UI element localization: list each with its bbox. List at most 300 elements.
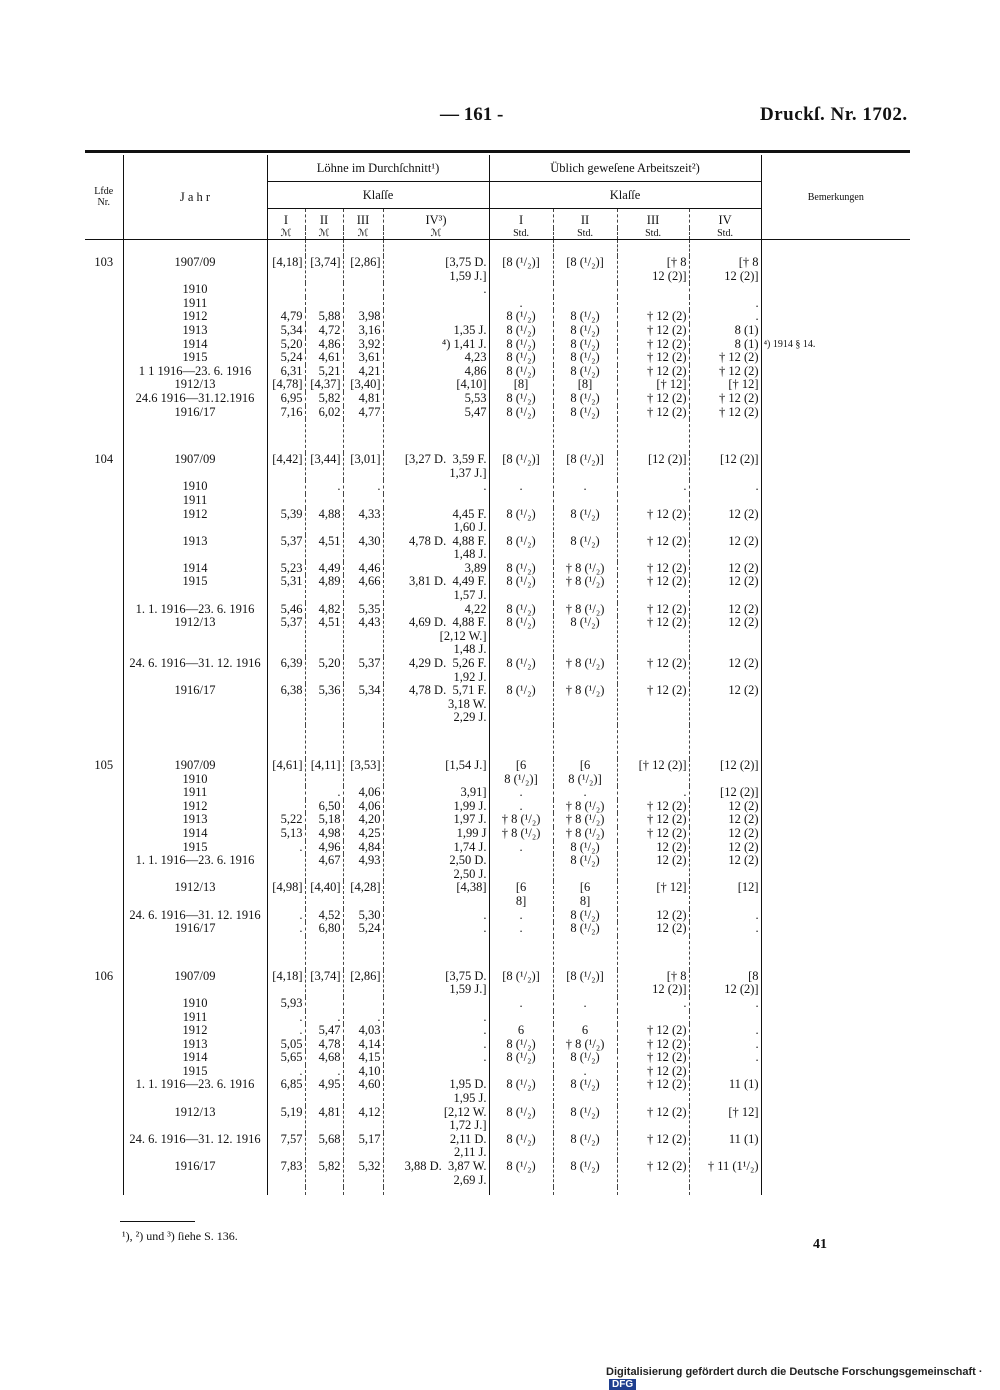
row-bemerkung bbox=[761, 1011, 910, 1025]
loehne-i-cell: [4,98] bbox=[267, 881, 305, 908]
arbeit-ii-cell: . bbox=[553, 1065, 617, 1079]
arbeit-ii-cell: [6 8 (¹/₂)] bbox=[553, 759, 617, 786]
row-nr bbox=[85, 378, 123, 392]
loehne-iv-cell: 5,53 bbox=[383, 392, 489, 406]
loehne-iv-cell bbox=[383, 997, 489, 1011]
table-row bbox=[85, 1011, 910, 1025]
table-row bbox=[85, 453, 910, 480]
arbeit-iv-cell: . bbox=[689, 1038, 761, 1052]
loehne-i-cell: 5,22 bbox=[267, 813, 305, 827]
table-row bbox=[85, 324, 910, 338]
arbeit-iii-cell: † 12 (2) bbox=[617, 1106, 689, 1133]
arbeit-i-cell: 8 (¹/₂) bbox=[489, 684, 553, 725]
arbeit-iv-cell bbox=[689, 283, 761, 297]
loehne-i-cell: 5,65 bbox=[267, 1051, 305, 1065]
row-jahr: 1912/13 bbox=[123, 881, 267, 908]
row-bemerkung bbox=[761, 854, 910, 881]
arbeit-iv-cell: [12 (2)] bbox=[689, 759, 761, 786]
loehne-iv-cell: . bbox=[383, 1024, 489, 1038]
loehne-iii-cell: [2,86] bbox=[343, 256, 383, 283]
arbeit-iii-cell: † 12 (2) bbox=[617, 603, 689, 617]
arbeit-iv-cell: . bbox=[689, 909, 761, 923]
loehne-iii-cell: 4,20 bbox=[343, 813, 383, 827]
arbeit-iv-cell: [12 (2)] bbox=[689, 786, 761, 800]
loehne-i-cell: [4,18] bbox=[267, 256, 305, 283]
loehne-iii-cell: 4,14 bbox=[343, 1038, 383, 1052]
arbeit-iv-cell: 12 (2) bbox=[689, 508, 761, 535]
footnote: ¹), ²) und ³) ſiehe S. 136. bbox=[122, 1229, 238, 1243]
arbeit-iv-cell: [† 12] bbox=[689, 378, 761, 392]
row-bemerkung bbox=[761, 800, 910, 814]
row-nr bbox=[85, 909, 123, 923]
digitization-note bbox=[606, 1366, 1000, 1390]
table-row bbox=[85, 997, 910, 1011]
arbeit-ii-cell: 8 (¹/₂) bbox=[553, 1160, 617, 1187]
arbeit-iv-cell: . bbox=[689, 310, 761, 324]
arbeit-i-cell: [8] bbox=[489, 378, 553, 392]
loehne-iii-cell: 5,17 bbox=[343, 1133, 383, 1160]
loehne-iv-cell: 1,99 J bbox=[383, 827, 489, 841]
row-bemerkung bbox=[761, 310, 910, 324]
arbeit-iii-cell: † 12 (2) bbox=[617, 338, 689, 352]
arbeit-ii-cell: 8 (¹/₂) bbox=[553, 841, 617, 855]
loehne-iii-cell: 5,37 bbox=[343, 657, 383, 684]
loehne-i-cell bbox=[267, 297, 305, 311]
arbeit-iii-cell: † 12 (2) bbox=[617, 310, 689, 324]
loehne-ii-cell: . bbox=[305, 1065, 343, 1079]
loehne-iv-cell: 1,97 J. bbox=[383, 813, 489, 827]
arbeit-iv-cell: 12 (2) bbox=[689, 841, 761, 855]
loehne-iii-cell: 4,43 bbox=[343, 616, 383, 657]
loehne-i-cell bbox=[267, 854, 305, 881]
arbeit-ii-cell: 8 (¹/₂) bbox=[553, 406, 617, 420]
row-bemerkung bbox=[761, 759, 910, 786]
arbeit-iii-cell: † 12 (2) bbox=[617, 324, 689, 338]
arbeit-i-cell: 8 (¹/₂) bbox=[489, 1051, 553, 1065]
loehne-i-cell: 6,31 bbox=[267, 365, 305, 379]
loehne-iv-cell: . bbox=[383, 1051, 489, 1065]
row-nr bbox=[85, 338, 123, 352]
loehne-iv-cell: 4,22 bbox=[383, 603, 489, 617]
arbeit-i-cell: . bbox=[489, 786, 553, 800]
arbeit-i-cell: [6 8] bbox=[489, 881, 553, 908]
table-row bbox=[85, 800, 910, 814]
arbeit-i-cell: . bbox=[489, 997, 553, 1011]
row-jahr: 1914 bbox=[123, 827, 267, 841]
row-jahr: 1. 1. 1916—23. 6. 1916 bbox=[123, 1078, 267, 1105]
loehne-i-cell: 5,24 bbox=[267, 351, 305, 365]
row-jahr: 1914 bbox=[123, 562, 267, 576]
row-bemerkung bbox=[761, 881, 910, 908]
arbeit-ii-cell: . bbox=[553, 997, 617, 1011]
loehne-iii-cell: 4,66 bbox=[343, 575, 383, 602]
table-row bbox=[85, 616, 910, 657]
row-bemerkung bbox=[761, 841, 910, 855]
arbeit-ii-cell bbox=[553, 283, 617, 297]
loehne-iii-cell: 4,15 bbox=[343, 1051, 383, 1065]
arbeit-iv-cell: 8 (1) bbox=[689, 338, 761, 352]
loehne-iii-cell bbox=[343, 997, 383, 1011]
row-bemerkung bbox=[761, 1133, 910, 1160]
arbeit-i-cell bbox=[489, 494, 553, 508]
row-jahr: 1912 bbox=[123, 310, 267, 324]
row-nr bbox=[85, 1065, 123, 1079]
loehne-iii-cell: 4,81 bbox=[343, 392, 383, 406]
arbeit-ii-cell: 8 (¹/₂) bbox=[553, 324, 617, 338]
arbeit-iii-cell: † 12 (2) bbox=[617, 1078, 689, 1105]
loehne-i-cell bbox=[267, 480, 305, 494]
loehne-iii-cell: 4,21 bbox=[343, 365, 383, 379]
arbeit-i-cell: 8 (¹/₂) bbox=[489, 562, 553, 576]
loehne-i-cell bbox=[267, 786, 305, 800]
arbeit-iii-cell: 12 (2) bbox=[617, 909, 689, 923]
arbeit-iv-cell: [12] bbox=[689, 881, 761, 908]
table-row bbox=[85, 378, 910, 392]
arbeit-iv-cell: 12 (2) bbox=[689, 827, 761, 841]
arbeit-iv-cell: 12 (2) bbox=[689, 575, 761, 602]
arbeit-iii-cell: † 12 (2) bbox=[617, 575, 689, 602]
arbeit-iv-cell: 12 (2) bbox=[689, 657, 761, 684]
arbeit-ii-cell: [8 (¹/₂)] bbox=[553, 256, 617, 283]
loehne-ii-cell bbox=[305, 997, 343, 1011]
loehne-ii-cell: 4,68 bbox=[305, 1051, 343, 1065]
loehne-iv-cell: . bbox=[383, 909, 489, 923]
loehne-ii-cell: [3,74] bbox=[305, 256, 343, 283]
arbeit-iii-cell: † 12 (2) bbox=[617, 616, 689, 657]
loehne-i-cell: . bbox=[267, 909, 305, 923]
arbeit-iii-cell: † 12 (2) bbox=[617, 1160, 689, 1187]
loehne-ii-cell: 4,81 bbox=[305, 1106, 343, 1133]
arbeit-iv-cell: . bbox=[689, 480, 761, 494]
arbeit-i-cell: 8 (¹/₂) bbox=[489, 406, 553, 420]
col-nr-header: Lfde Nr. bbox=[85, 155, 123, 240]
arbeit-i-cell: [6 8 (¹/₂)] bbox=[489, 759, 553, 786]
loehne-ii-cell: 6,50 bbox=[305, 800, 343, 814]
row-jahr: 1916/17 bbox=[123, 406, 267, 420]
loehne-iv-cell: . bbox=[383, 480, 489, 494]
arbeit-ii-cell: 8 (¹/₂) bbox=[553, 1051, 617, 1065]
loehne-iii-cell: 4,25 bbox=[343, 827, 383, 841]
arbeit-iii-cell: 12 (2) bbox=[617, 922, 689, 936]
arbeit-iii-cell: † 12 (2) bbox=[617, 351, 689, 365]
arbeit-iii-cell: † 12 (2) bbox=[617, 657, 689, 684]
table-row bbox=[85, 575, 910, 602]
row-nr bbox=[85, 351, 123, 365]
row-bemerkung bbox=[761, 453, 910, 480]
arbeit-class-iv: IV bbox=[689, 209, 761, 229]
loehne-iv-cell bbox=[383, 1065, 489, 1079]
arbeit-iv-cell: . bbox=[689, 997, 761, 1011]
loehne-ii-cell: [4,11] bbox=[305, 759, 343, 786]
row-jahr: 1914 bbox=[123, 1051, 267, 1065]
arbeit-i-cell: 8 (¹/₂) bbox=[489, 1106, 553, 1133]
loehne-class-ii: II bbox=[305, 209, 343, 229]
row-jahr: 1907/09 bbox=[123, 453, 267, 480]
loehne-ii-cell: 4,67 bbox=[305, 854, 343, 881]
loehne-iii-cell bbox=[343, 297, 383, 311]
row-bemerkung bbox=[761, 562, 910, 576]
loehne-i-cell: 5,37 bbox=[267, 535, 305, 562]
table-row bbox=[85, 759, 910, 786]
arbeit-iii-cell: † 12 (2) bbox=[617, 813, 689, 827]
loehne-klasse-header: Klaſſe bbox=[267, 182, 489, 209]
arbeit-ii-cell: . bbox=[553, 480, 617, 494]
loehne-i-cell: 7,83 bbox=[267, 1160, 305, 1187]
arbeit-ii-cell: 8 (¹/₂) bbox=[553, 508, 617, 535]
arbeit-iv-cell: 12 (2) bbox=[689, 562, 761, 576]
row-jahr: 1913 bbox=[123, 324, 267, 338]
loehne-i-cell: . bbox=[267, 1024, 305, 1038]
loehne-ii-cell: . bbox=[305, 786, 343, 800]
loehne-iv-cell: 3,88 D. 3,87 W. 2,69 J. bbox=[383, 1160, 489, 1187]
arbeit-iii-cell: † 12 (2) bbox=[617, 406, 689, 420]
loehne-iv-cell: . bbox=[383, 283, 489, 297]
row-jahr: 1913 bbox=[123, 535, 267, 562]
row-jahr: 1913 bbox=[123, 813, 267, 827]
table-header bbox=[85, 155, 910, 240]
loehne-i-cell: 4,79 bbox=[267, 310, 305, 324]
row-nr bbox=[85, 480, 123, 494]
arbeit-i-cell bbox=[489, 283, 553, 297]
loehne-class-iii: III bbox=[343, 209, 383, 229]
arbeit-i-cell: [8 (¹/₂)] bbox=[489, 256, 553, 283]
arbeit-iii-cell bbox=[617, 494, 689, 508]
row-nr bbox=[85, 1106, 123, 1133]
row-jahr: 1916/17 bbox=[123, 922, 267, 936]
loehne-unit-iii: ℳ bbox=[343, 228, 383, 240]
row-bemerkung bbox=[761, 406, 910, 420]
arbeit-ii-cell: † 8 (¹/₂) bbox=[553, 684, 617, 725]
arbeit-ii-cell: 8 (¹/₂) bbox=[553, 1106, 617, 1133]
loehne-class-iv: IV³) bbox=[383, 209, 489, 229]
table-row bbox=[85, 351, 910, 365]
loehne-iii-cell: 5,34 bbox=[343, 684, 383, 725]
loehne-iii-cell: 3,92 bbox=[343, 338, 383, 352]
digitization-text: Digitalisierung gefördert durch die Deutsche Forschungsgemeinschaft · bbox=[606, 1366, 983, 1378]
row-bemerkung bbox=[761, 283, 910, 297]
loehne-i-cell: [4,61] bbox=[267, 759, 305, 786]
arbeit-ii-cell bbox=[553, 494, 617, 508]
loehne-i-cell: 5,23 bbox=[267, 562, 305, 576]
loehne-iv-cell: 2,11 D. 2,11 J. bbox=[383, 1133, 489, 1160]
row-bemerkung bbox=[761, 1160, 910, 1187]
arbeit-iii-cell: . bbox=[617, 480, 689, 494]
loehne-i-cell: 6,95 bbox=[267, 392, 305, 406]
row-jahr: 24. 6. 1916—31. 12. 1916 bbox=[123, 657, 267, 684]
arbeit-iv-cell: 12 (2) bbox=[689, 616, 761, 657]
arbeit-iii-cell: 12 (2) bbox=[617, 841, 689, 855]
arbeit-iii-cell: . bbox=[617, 997, 689, 1011]
arbeit-ii-cell: [8 (¹/₂)] bbox=[553, 970, 617, 997]
loehne-ii-cell: 5,88 bbox=[305, 310, 343, 324]
arbeit-iii-cell: . bbox=[617, 786, 689, 800]
loehne-iv-cell: 1,95 D. 1,95 J. bbox=[383, 1078, 489, 1105]
arbeit-iv-cell: [8 12 (2)] bbox=[689, 970, 761, 997]
arbeit-ii-cell: 8 (¹/₂) bbox=[553, 392, 617, 406]
row-jahr: 1910 bbox=[123, 283, 267, 297]
loehne-i-cell bbox=[267, 800, 305, 814]
loehne-iv-cell: [1,54 J.] bbox=[383, 759, 489, 786]
arbeit-ii-cell: † 8 (¹/₂) bbox=[553, 603, 617, 617]
row-bemerkung bbox=[761, 535, 910, 562]
arbeit-ii-cell: 8 (¹/₂) bbox=[553, 854, 617, 881]
arbeit-iii-cell: † 12 (2) bbox=[617, 562, 689, 576]
loehne-ii-cell: 4,98 bbox=[305, 827, 343, 841]
arbeit-ii-cell: † 8 (¹/₂) bbox=[553, 562, 617, 576]
loehne-ii-cell bbox=[305, 283, 343, 297]
table-row bbox=[85, 365, 910, 379]
arbeit-iv-cell: † 12 (2) bbox=[689, 351, 761, 365]
arbeit-ii-cell: 8 (¹/₂) bbox=[553, 1133, 617, 1160]
row-nr bbox=[85, 922, 123, 936]
arbeit-i-cell: 8 (¹/₂) bbox=[489, 535, 553, 562]
row-jahr: 1907/09 bbox=[123, 256, 267, 283]
loehne-ii-cell bbox=[305, 297, 343, 311]
loehne-ii-cell: 4,72 bbox=[305, 324, 343, 338]
row-jahr: 1912 bbox=[123, 508, 267, 535]
row-jahr: 1916/17 bbox=[123, 1160, 267, 1187]
loehne-i-cell: . bbox=[267, 841, 305, 855]
arbeit-iii-cell: † 12 (2) bbox=[617, 1065, 689, 1079]
arbeit-iii-cell: † 12 (2) bbox=[617, 684, 689, 725]
table-row bbox=[85, 684, 910, 725]
arbeit-iii-cell: † 12 (2) bbox=[617, 800, 689, 814]
row-nr: 104 bbox=[94, 452, 114, 467]
table-row bbox=[85, 841, 910, 855]
table-row bbox=[85, 1024, 910, 1038]
arbeit-i-cell: 8 (¹/₂) bbox=[489, 508, 553, 535]
loehne-iii-cell: [4,28] bbox=[343, 881, 383, 908]
table-row bbox=[85, 1038, 910, 1052]
loehne-class-i: I bbox=[267, 209, 305, 229]
loehne-i-cell: 5,13 bbox=[267, 827, 305, 841]
loehne-ii-cell: 4,89 bbox=[305, 575, 343, 602]
arbeit-iii-cell: † 12 (2) bbox=[617, 1024, 689, 1038]
row-nr bbox=[85, 881, 123, 908]
loehne-i-cell: 5,93 bbox=[267, 997, 305, 1011]
row-jahr: 1911 bbox=[123, 1011, 267, 1025]
arbeit-ii-cell: 8 (¹/₂) bbox=[553, 310, 617, 324]
arbeit-i-cell: † 8 (¹/₂) bbox=[489, 827, 553, 841]
row-jahr: 1912 bbox=[123, 1024, 267, 1038]
arbeit-i-cell bbox=[489, 1011, 553, 1025]
table-row bbox=[85, 657, 910, 684]
arbeit-i-cell: 8 (¹/₂) bbox=[489, 1133, 553, 1160]
row-jahr: 1912/13 bbox=[123, 616, 267, 657]
row-nr bbox=[85, 616, 123, 657]
loehne-group-header: Löhne im Durchſchnitt¹) bbox=[267, 155, 489, 182]
table-row bbox=[85, 786, 910, 800]
arbeit-i-cell: 8 (¹/₂) bbox=[489, 392, 553, 406]
row-bemerkung bbox=[761, 494, 910, 508]
top-rule bbox=[85, 150, 910, 153]
row-nr bbox=[85, 494, 123, 508]
row-bemerkung bbox=[761, 786, 910, 800]
row-bemerkung bbox=[761, 970, 910, 997]
arbeit-i-cell: [8 (¹/₂)] bbox=[489, 970, 553, 997]
arbeit-i-cell: † 8 (¹/₂) bbox=[489, 813, 553, 827]
group-spacer bbox=[85, 725, 910, 759]
loehne-iii-cell: . bbox=[343, 1011, 383, 1025]
arbeit-iii-cell: [12 (2)] bbox=[617, 453, 689, 480]
loehne-i-cell: [4,18] bbox=[267, 970, 305, 997]
row-nr: 105 bbox=[94, 758, 114, 772]
loehne-iii-cell: . bbox=[343, 480, 383, 494]
arbeit-ii-cell bbox=[553, 1011, 617, 1025]
row-nr bbox=[85, 800, 123, 814]
arbeit-i-cell: 8 (¹/₂) bbox=[489, 1078, 553, 1105]
table-row bbox=[85, 338, 910, 352]
loehne-iii-cell: [3,01] bbox=[343, 453, 383, 480]
loehne-ii-cell: [3,44] bbox=[305, 453, 343, 480]
row-bemerkung bbox=[761, 603, 910, 617]
row-jahr: 24. 6. 1916—31. 12. 1916 bbox=[123, 909, 267, 923]
loehne-iii-cell: 3,98 bbox=[343, 310, 383, 324]
arbeit-iii-cell bbox=[617, 283, 689, 297]
dfg-logo: DFG bbox=[609, 1379, 636, 1390]
arbeit-ii-cell: 6 bbox=[553, 1024, 617, 1038]
row-nr bbox=[85, 297, 123, 311]
arbeit-ii-cell: [8 (¹/₂)] bbox=[553, 453, 617, 480]
loehne-i-cell: . bbox=[267, 922, 305, 936]
loehne-ii-cell: 4,96 bbox=[305, 841, 343, 855]
arbeit-iv-cell: 11 (1) bbox=[689, 1133, 761, 1160]
loehne-ii-cell: 5,20 bbox=[305, 657, 343, 684]
arbeit-iv-cell: . bbox=[689, 922, 761, 936]
row-nr bbox=[85, 310, 123, 324]
arbeit-ii-cell: † 8 (¹/₂) bbox=[553, 575, 617, 602]
arbeit-iii-cell bbox=[617, 1011, 689, 1025]
row-nr: 106 bbox=[94, 968, 114, 983]
arbeit-iii-cell: † 12 (2) bbox=[617, 827, 689, 841]
loehne-i-cell: 5,46 bbox=[267, 603, 305, 617]
arbeit-ii-cell: 8 (¹/₂) bbox=[553, 909, 617, 923]
row-bemerkung bbox=[761, 575, 910, 602]
loehne-iv-cell: . bbox=[383, 1038, 489, 1052]
row-bemerkung bbox=[761, 1024, 910, 1038]
row-bemerkung bbox=[761, 508, 910, 535]
loehne-ii-cell: . bbox=[305, 1011, 343, 1025]
row-bemerkung bbox=[761, 1051, 910, 1065]
row-jahr: 1913 bbox=[123, 1038, 267, 1052]
row-nr bbox=[85, 786, 123, 800]
row-nr bbox=[85, 1133, 123, 1160]
row-jahr: 1912 bbox=[123, 800, 267, 814]
arbeit-iii-cell bbox=[617, 297, 689, 311]
arbeit-iv-cell: [12 (2)] bbox=[689, 453, 761, 480]
arbeit-i-cell: . bbox=[489, 922, 553, 936]
arbeit-iii-cell: [† 8 12 (2)] bbox=[617, 970, 689, 997]
loehne-ii-cell: 4,88 bbox=[305, 508, 343, 535]
loehne-ii-cell: 5,21 bbox=[305, 365, 343, 379]
table-row bbox=[85, 827, 910, 841]
row-jahr: 1915 bbox=[123, 351, 267, 365]
loehne-i-cell: 5,19 bbox=[267, 1106, 305, 1133]
row-bemerkung bbox=[761, 657, 910, 684]
loehne-iii-cell: 3,16 bbox=[343, 324, 383, 338]
loehne-iv-cell: 3,81 D. 4,49 F. 1,57 J. bbox=[383, 575, 489, 602]
arbeit-iv-cell: † 11 (1¹/₂) bbox=[689, 1160, 761, 1187]
loehne-ii-cell: 5,82 bbox=[305, 392, 343, 406]
table-row bbox=[85, 909, 910, 923]
arbeit-klasse-header: Klaſſe bbox=[489, 182, 761, 209]
loehne-ii-cell: 5,68 bbox=[305, 1133, 343, 1160]
loehne-ii-cell: 5,82 bbox=[305, 1160, 343, 1187]
loehne-iii-cell: 4,46 bbox=[343, 562, 383, 576]
loehne-i-cell: 5,37 bbox=[267, 616, 305, 657]
loehne-iii-cell bbox=[343, 494, 383, 508]
loehne-i-cell: 5,39 bbox=[267, 508, 305, 535]
